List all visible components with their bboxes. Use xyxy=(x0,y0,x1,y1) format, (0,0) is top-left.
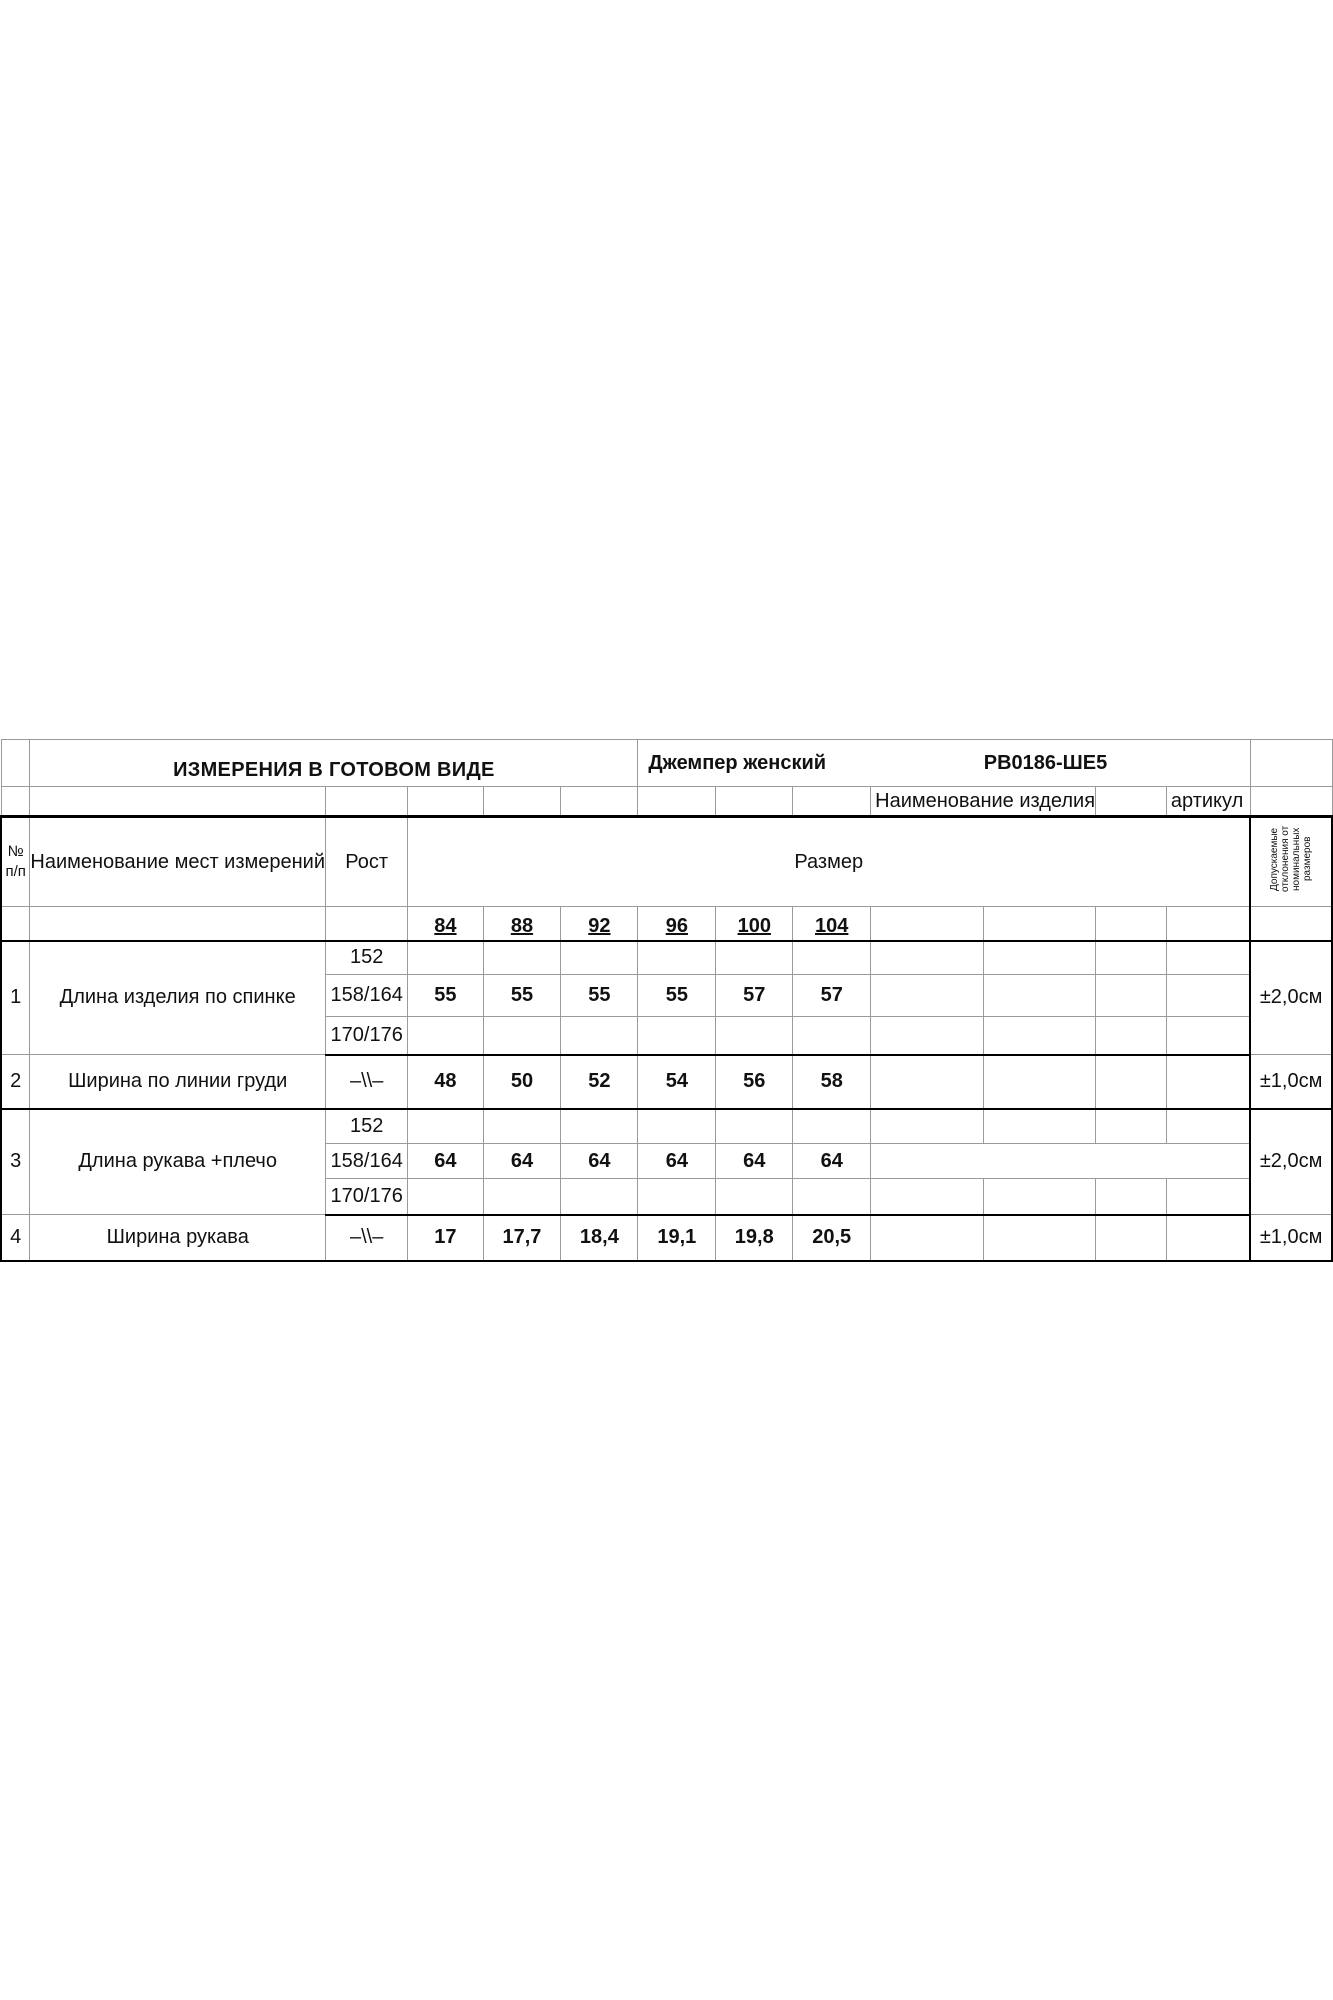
size-label: 92 xyxy=(561,907,638,941)
value-cell: 54 xyxy=(638,1055,716,1109)
measure-title: ИЗМЕРЕНИЯ В ГОТОВОМ ВИДЕ xyxy=(30,740,638,787)
column-header-height: Рост xyxy=(326,817,408,907)
value-cell: 55 xyxy=(561,975,638,1017)
value-cell: 48 xyxy=(408,1055,483,1109)
empty-cell xyxy=(1,740,30,787)
caption-article: артикул xyxy=(1166,787,1250,817)
tolerance-value: ±1,0см xyxy=(1250,1055,1332,1109)
value-cell: 57 xyxy=(716,975,793,1017)
article-number: РВ0186-ШЕ5 xyxy=(984,740,1250,787)
height-label: –\\– xyxy=(326,1055,408,1109)
header-row xyxy=(1,817,1332,907)
caption-row xyxy=(1,787,1332,817)
height-label: –\\– xyxy=(326,1215,408,1261)
table-row xyxy=(1,1055,1332,1109)
value-cell: 17 xyxy=(408,1215,483,1261)
value-cell: 64 xyxy=(483,1144,561,1179)
column-header-name: Наименование мест измерений xyxy=(30,817,326,907)
value-cell: 55 xyxy=(483,975,561,1017)
tolerance-value: ±2,0см xyxy=(1250,1109,1332,1215)
column-header-size: Размер xyxy=(408,817,1250,907)
value-cell: 55 xyxy=(638,975,716,1017)
height-label: 170/176 xyxy=(326,1017,408,1055)
value-cell: 55 xyxy=(408,975,483,1017)
size-label: 100 xyxy=(716,907,793,941)
size-label: 88 xyxy=(483,907,561,941)
value-cell: 17,7 xyxy=(483,1215,561,1261)
column-header-number: № п/п xyxy=(1,817,30,907)
row-number: 1 xyxy=(1,941,30,1055)
product-name: Джемпер женский xyxy=(638,740,984,787)
value-cell: 50 xyxy=(483,1055,561,1109)
height-label: 170/176 xyxy=(326,1179,408,1215)
value-cell: 64 xyxy=(561,1144,638,1179)
column-header-tolerance xyxy=(1250,817,1332,907)
tolerance-value: ±1,0см xyxy=(1250,1215,1332,1261)
value-cell: 19,1 xyxy=(638,1215,716,1261)
value-cell: 52 xyxy=(561,1055,638,1109)
measurement-name: Ширина рукава xyxy=(30,1215,326,1261)
empty-cell xyxy=(1250,740,1332,787)
value-cell: 64 xyxy=(716,1144,793,1179)
value-cell: 64 xyxy=(793,1144,871,1179)
height-label: 152 xyxy=(326,1109,408,1144)
value-cell: 18,4 xyxy=(561,1215,638,1261)
measurement-table xyxy=(0,739,1333,1262)
row-number: 4 xyxy=(1,1215,30,1261)
value-cell: 58 xyxy=(793,1055,871,1109)
value-cell: 64 xyxy=(638,1144,716,1179)
table-row xyxy=(1,1109,1332,1144)
height-label: 152 xyxy=(326,941,408,975)
tolerance-value: ±2,0см xyxy=(1250,941,1332,1055)
value-cell: 57 xyxy=(793,975,871,1017)
size-label: 84 xyxy=(408,907,483,941)
measurement-name: Ширина по линии груди xyxy=(30,1055,326,1109)
table-row xyxy=(1,1215,1332,1261)
value-cell: 19,8 xyxy=(716,1215,793,1261)
row-number: 3 xyxy=(1,1109,30,1215)
height-label: 158/164 xyxy=(326,975,408,1017)
measurement-name: Длина изделия по спинке xyxy=(30,941,326,1055)
title-row xyxy=(1,740,1332,787)
size-row xyxy=(1,907,1332,941)
size-label: 96 xyxy=(638,907,716,941)
tolerance-header-text: Допускаемые отклонения от номинальных размеров xyxy=(1269,825,1314,893)
row-number: 2 xyxy=(1,1055,30,1109)
caption-product-name: Наименование изделия xyxy=(871,787,1096,817)
height-label: 158/164 xyxy=(326,1144,408,1179)
value-cell: 64 xyxy=(408,1144,483,1179)
measurement-name: Длина рукава +плечо xyxy=(30,1109,326,1215)
table-row xyxy=(1,941,1332,975)
value-cell: 20,5 xyxy=(793,1215,871,1261)
value-cell: 56 xyxy=(716,1055,793,1109)
size-label: 104 xyxy=(793,907,871,941)
